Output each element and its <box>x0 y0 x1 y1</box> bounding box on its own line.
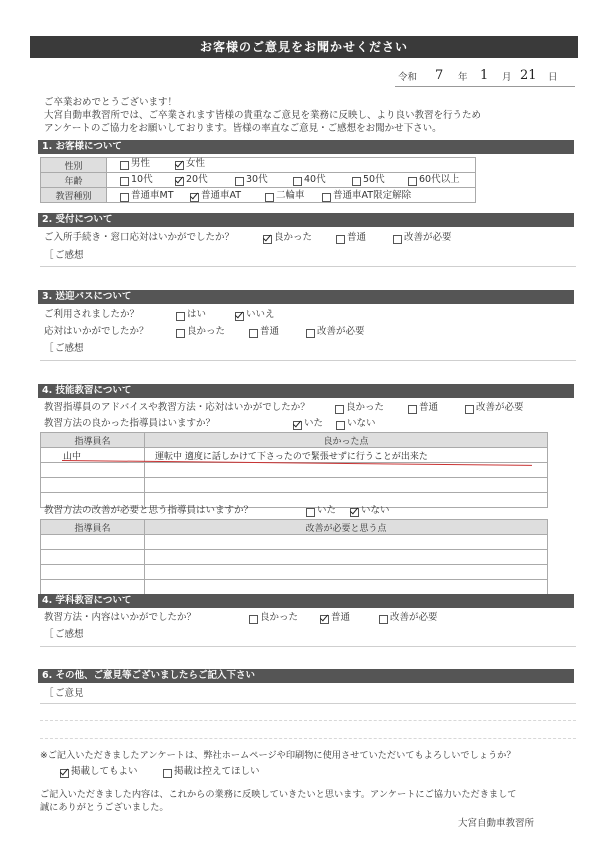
section-skill-header: 4. 技能教習について <box>38 384 574 398</box>
course-at-release-label: 普通車AT限定解除 <box>333 190 412 201</box>
date-month-unit: 月 <box>502 72 512 83</box>
age-60s-label: 60代以上 <box>419 174 460 185</box>
bus-no-label: いいえ <box>246 309 275 320</box>
reception-comment-line[interactable] <box>40 266 576 267</box>
intro-line-1: ご卒業おめでとうございます！ <box>44 97 178 108</box>
section-bus-header: 3. 送迎バスについて <box>38 290 574 304</box>
age-20s-checkbox[interactable] <box>175 177 184 186</box>
other-comment-line-3[interactable] <box>40 738 576 739</box>
lecture-normal-label: 普通 <box>331 612 351 623</box>
date-month-value[interactable]: 1 <box>480 68 489 83</box>
consent-allow-checkbox[interactable] <box>60 769 69 778</box>
gender-female-label: 女性 <box>186 158 206 169</box>
good-teacher-header-row <box>41 433 548 448</box>
reception-normal-checkbox[interactable] <box>336 235 345 244</box>
age-50s-label: 50代 <box>363 174 385 185</box>
age-label: 年齢 <box>41 173 107 188</box>
skill-normal-checkbox[interactable] <box>408 405 417 414</box>
section-reception-header: 2. 受付について <box>38 213 574 227</box>
reception-improve-label: 改善が必要 <box>404 232 452 243</box>
lecture-comment-line[interactable] <box>40 646 576 647</box>
good-teacher-name-cell[interactable]: 山中 <box>41 448 145 463</box>
other-comment-open: ［ <box>44 688 54 699</box>
table-row <box>41 550 548 565</box>
skill-good-checkbox[interactable] <box>335 405 344 414</box>
reception-good-label: 良かった <box>274 232 313 243</box>
course-label: 教習種別 <box>41 188 107 203</box>
lecture-comment-label: ご感想 <box>55 629 84 640</box>
section-other-header: 6. その他、ご意見等ございましたらご記入下さい <box>38 669 574 683</box>
reception-comment-label: ご感想 <box>55 250 84 261</box>
school-signature: 大宮自動車教習所 <box>458 818 535 829</box>
table-row <box>41 565 548 580</box>
bus-normal-label: 普通 <box>260 326 280 337</box>
date-era: 令和 <box>398 72 418 83</box>
section-lecture-header: 4. 学科教習について <box>38 594 574 608</box>
course-bike-label: 二輪車 <box>276 190 305 201</box>
lecture-comment-open: ［ <box>44 629 54 640</box>
age-40s-checkbox[interactable] <box>293 177 302 186</box>
course-bike-checkbox[interactable] <box>265 193 274 202</box>
bus-good-label: 良かった <box>187 326 226 337</box>
other-comment-line-1[interactable] <box>40 703 576 704</box>
skill-good-teacher-yes-checkbox[interactable] <box>293 421 302 430</box>
age-60s-checkbox[interactable] <box>408 177 417 186</box>
bus-yes-label: はい <box>187 309 207 320</box>
bus-q2: 応対はいかがでしたか？ <box>44 326 149 337</box>
reception-improve-checkbox[interactable] <box>393 235 402 244</box>
skill-good-teacher-no-label: いない <box>347 418 376 429</box>
skill-improve-label: 改善が必要 <box>476 402 524 413</box>
gender-female-checkbox[interactable] <box>175 161 184 170</box>
intro-line-3: アンケートのご協力をお願いしております。皆様の率直なご意見・ご感想をお聞かせ下さい。 <box>44 123 442 134</box>
section-customer-header: 1. お客様について <box>38 140 574 154</box>
course-at-label: 普通車AT <box>201 190 242 201</box>
course-mt-checkbox[interactable] <box>120 193 129 202</box>
gender-label: 性別 <box>41 158 107 173</box>
lecture-normal-checkbox[interactable] <box>320 615 329 624</box>
skill-q3: 教習方法の改善が必要と思う指導員はいますか？ <box>44 505 254 516</box>
age-20s-label: 20代 <box>186 174 208 185</box>
lecture-question: 教習方法・内容はいかがでしたか？ <box>44 612 197 623</box>
reception-comment-open: ［ <box>44 250 54 261</box>
age-30s-checkbox[interactable] <box>235 177 244 186</box>
skill-improve-checkbox[interactable] <box>465 405 474 414</box>
bus-improve-label: 改善が必要 <box>317 326 365 337</box>
age-10s-checkbox[interactable] <box>120 177 129 186</box>
gender-options <box>107 158 476 173</box>
skill-bad-teacher-yes-checkbox[interactable] <box>306 508 315 517</box>
skill-q1: 教習指導員のアドバイスや教習方法・応対はいかがでしたか？ <box>44 402 310 413</box>
skill-q2: 教習方法の良かった指導員はいますか？ <box>44 418 216 429</box>
skill-normal-label: 普通 <box>419 402 439 413</box>
bus-good-checkbox[interactable] <box>176 329 185 338</box>
reception-normal-label: 普通 <box>347 232 367 243</box>
reception-question: ご入所手続き・窓口応対はいかがでしたか？ <box>44 232 235 243</box>
good-teacher-point-header: 良かった点 <box>145 433 548 448</box>
bus-normal-checkbox[interactable] <box>249 329 258 338</box>
lecture-improve-label: 改善が必要 <box>390 612 438 623</box>
skill-good-label: 良かった <box>346 402 385 413</box>
date-year-value[interactable]: 7 <box>435 68 444 83</box>
date-year-unit: 年 <box>458 72 468 83</box>
gender-male-checkbox[interactable] <box>120 161 129 170</box>
consent-deny-checkbox[interactable] <box>163 769 172 778</box>
improve-teacher-point-header: 改善が必要と思う点 <box>145 520 548 535</box>
improve-teacher-table <box>40 519 548 595</box>
consent-question: ※ご記入いただきましたアンケートは、弊社ホームページや印刷物に使用させていただいてもよろしいでしょうか？ <box>40 750 516 761</box>
good-teacher-name-header: 指導員名 <box>41 433 145 448</box>
bus-comment-label: ご感想 <box>55 343 84 354</box>
consent-allow-label: 掲載してもよい <box>71 766 138 777</box>
reception-good-checkbox[interactable] <box>263 235 272 244</box>
gender-male-label: 男性 <box>131 158 151 169</box>
bus-comment-line[interactable] <box>40 360 576 361</box>
bus-improve-checkbox[interactable] <box>306 329 315 338</box>
other-comment-line-2[interactable] <box>40 720 576 721</box>
gender-row <box>41 158 476 173</box>
lecture-good-checkbox[interactable] <box>249 615 258 624</box>
age-40s-label: 40代 <box>304 174 326 185</box>
lecture-good-label: 良かった <box>260 612 299 623</box>
skill-bad-teacher-no-checkbox[interactable] <box>350 508 359 517</box>
good-teacher-point-cell[interactable]: 運転中 適度に話しかけて下さったので緊張せずに行うことが出来た <box>145 448 548 463</box>
improve-teacher-name-header: 指導員名 <box>41 520 145 535</box>
other-comment-label: ご意見 <box>55 688 84 699</box>
bus-q1: ご利用されましたか？ <box>44 309 140 320</box>
improve-teacher-header-row <box>41 520 548 535</box>
table-row <box>41 535 548 550</box>
skill-bad-teacher-no-label: いない <box>361 505 390 516</box>
course-at-release-checkbox[interactable] <box>322 193 331 202</box>
closing-line-1: ご記入いただきました内容は、これからの業務に反映していきたいと思います。アンケートにご協力いただきまして <box>40 789 517 800</box>
skill-good-teacher-no-checkbox[interactable] <box>336 421 345 430</box>
bus-no-checkbox[interactable] <box>235 312 244 321</box>
skill-good-teacher-yes-label: いた <box>304 418 324 429</box>
lecture-improve-checkbox[interactable] <box>379 615 388 624</box>
closing-line-2: 誠にありがとうございました。 <box>40 802 169 813</box>
bus-yes-checkbox[interactable] <box>176 312 185 321</box>
consent-deny-label: 掲載は控えてほしい <box>174 766 260 777</box>
table-row <box>41 580 548 595</box>
form-title: お客様のご意見をお聞かせください <box>30 36 578 58</box>
age-30s-label: 30代 <box>246 174 268 185</box>
good-teacher-table <box>40 432 548 508</box>
intro-line-2: 大宮自動車教習所では、ご卒業されます皆様の貴重なご意見を業務に反映し、より良い教習を行うため <box>44 110 482 121</box>
date-day-unit: 日 <box>548 72 558 83</box>
age-50s-checkbox[interactable] <box>352 177 361 186</box>
course-mt-label: 普通車MT <box>131 190 174 201</box>
table-row <box>41 478 548 493</box>
skill-bad-teacher-yes-label: いた <box>317 505 337 516</box>
age-10s-label: 10代 <box>131 174 153 185</box>
course-at-checkbox[interactable] <box>190 193 199 202</box>
bus-comment-open: ［ <box>44 343 54 354</box>
date-day-value[interactable]: 21 <box>520 68 537 83</box>
